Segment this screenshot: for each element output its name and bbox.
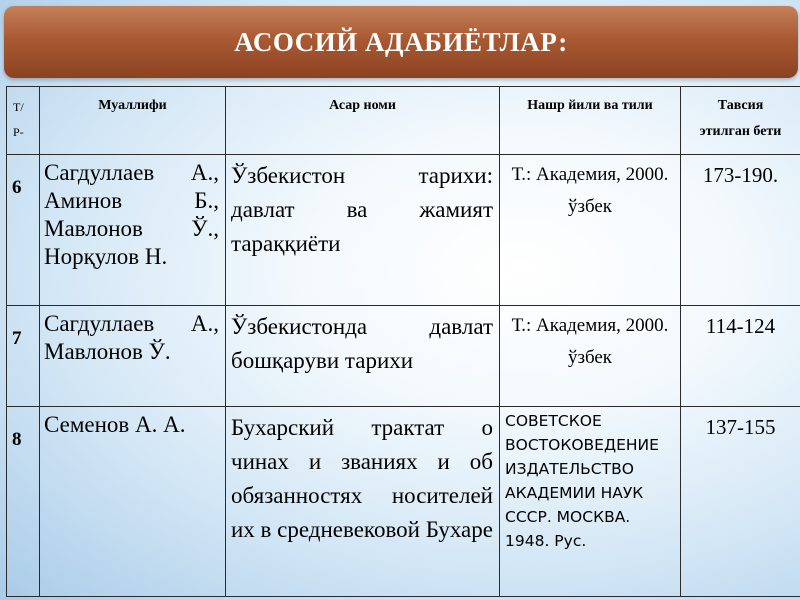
row-author: Сагдуллаев А., Аминов Б., Мавлонов Ў., Норқулов Н. [40, 155, 226, 306]
header-author: Муаллифи [40, 87, 226, 155]
row-title: Ўзбекистонда давлат бошқаруви тарихи [226, 306, 500, 407]
literature-table [6, 86, 800, 597]
table-row [7, 306, 800, 407]
row-author: Сагдуллаев А., Мавлонов Ў. [40, 306, 226, 407]
header-pages: Тавсия этилган бети [681, 87, 800, 155]
row-title: Бухарский трактат о чинах и званиях и об обязанностях носителей их в средневековой Бухаре [226, 407, 500, 597]
row-publication: Т.: Академия, 2000. ўзбек [500, 155, 681, 306]
row-publication: Т.: Академия, 2000. ўзбек [500, 306, 681, 407]
row-pages: 114-124 [681, 306, 800, 407]
header-number: Т/ Р- [7, 87, 40, 155]
row-pages: 137-155 [681, 407, 800, 597]
title-banner [4, 6, 798, 78]
header-publication: Нашр йили ва тили [500, 87, 681, 155]
row-number: 6 [7, 155, 40, 306]
table-row [7, 407, 800, 597]
row-pages: 173-190. [681, 155, 800, 306]
page-title: АСОСИЙ АДАБИЁТЛАР: [234, 26, 568, 57]
row-author: Семенов А. А. [40, 407, 226, 597]
row-publication: СОВЕТСКОЕ ВОСТОКОВЕДЕНИЕ ИЗДАТЕЛЬСТВО АКАДЕМИИ НАУК СССР. МОСКВА. 1948. Рус. [500, 407, 681, 597]
row-title: Ўзбекистон тарихи: давлат ва жамият тараққиёти [226, 155, 500, 306]
table-row [7, 155, 800, 306]
row-number: 8 [7, 407, 40, 597]
header-title: Асар номи [226, 87, 500, 155]
table-header-row [7, 87, 800, 155]
row-number: 7 [7, 306, 40, 407]
